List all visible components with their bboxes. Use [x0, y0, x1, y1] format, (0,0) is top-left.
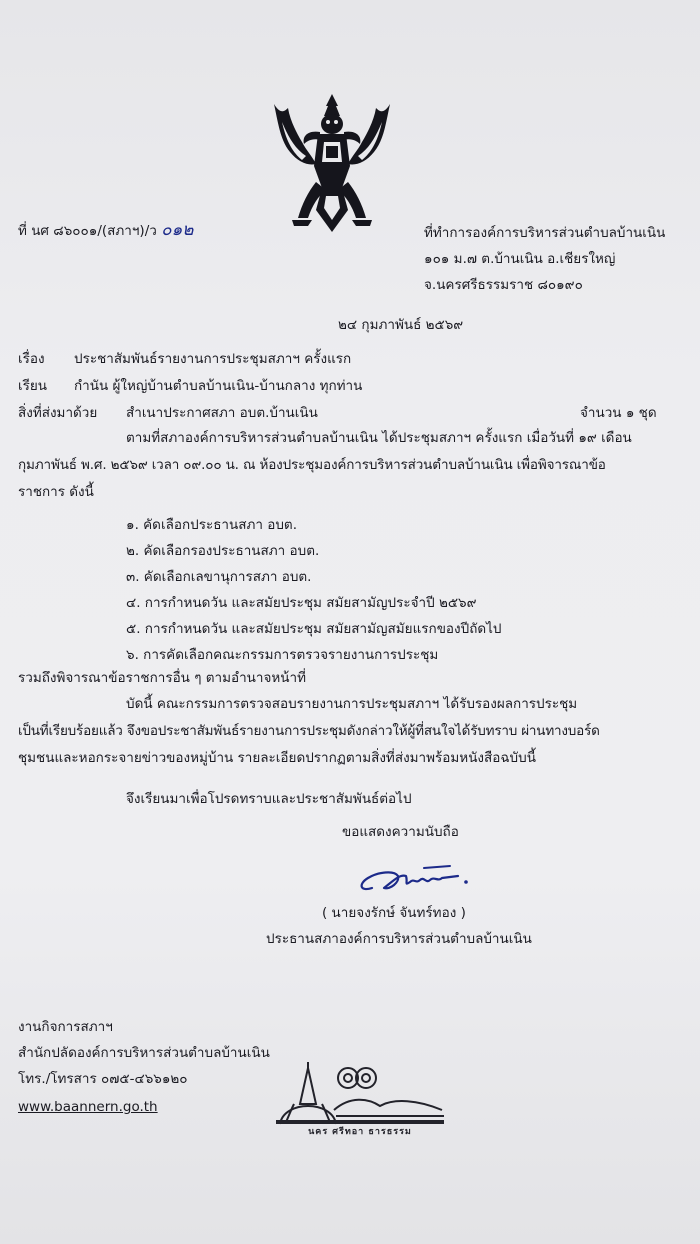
para2-line-3: ชุมชนและหอกระจายข่าวของหมู่บ้าน รายละเอียดปรากฏตามสิ่งที่ส่งมาพร้อมหนังสือฉบับนี้ [18, 750, 536, 766]
garuda-emblem-icon [268, 92, 396, 240]
footer-website-link[interactable]: www.baannern.go.th [18, 1099, 158, 1115]
sender-address-line-3: จ.นครศรีธรรมราช ๘๐๑๙๐ [424, 277, 583, 293]
agenda-item: ๒. คัดเลือกรองประธานสภา อบต. [126, 543, 320, 559]
to-label: เรียน [18, 378, 48, 394]
enclosure-text: สำเนาประกาศสภา อบต.บ้านเนิน [126, 405, 318, 421]
agenda-item: ๑. คัดเลือกประธานสภา อบต. [126, 517, 297, 533]
para1-line-2: กุมภาพันธ์ พ.ศ. ๒๕๖๙ เวลา ๐๙.๐๐ น. ณ ห้องประชุมองค์การบริหารส่วนตำบลบ้านเนิน เพื่อพิจารณาข้อ [18, 457, 606, 473]
subject-text: ประชาสัมพันธ์รายงานการประชุมสภาฯ ครั้งแรก [74, 351, 352, 367]
seal-inscription: นคร ศรีทอา ธารธรรม [308, 1127, 412, 1137]
sender-address-line-2: ๑๐๑ ม.๗ ต.บ้านเนิน อ.เชียรใหญ่ [424, 251, 616, 267]
agenda-item: ๖. การคัดเลือกคณะกรรมการตรวจรายงานการประชุม [126, 647, 439, 663]
para2-line-1: บัดนี้ คณะกรรมการตรวจสอบรายงานการประชุมสภาฯ ได้รับรองผลการประชุม [126, 696, 578, 712]
para1-line-1: ตามที่สภาองค์การบริหารส่วนตำบลบ้านเนิน ได้ประชุมสภาฯ ครั้งแรก เมื่อวันที่ ๑๙ เดือน [126, 430, 632, 446]
footer-phone: โทร./โทรสาร ๐๗๕-๔๖๖๑๒๐ [18, 1071, 188, 1087]
reference-prefix: ที่ นศ ๘๖๐๐๑/(สภาฯ)/ว [18, 223, 157, 239]
agenda-item: ๓. คัดเลือกเลขานุการสภา อบต. [126, 569, 312, 585]
signer-name: ( นายจงรักษ์ จันทร์ทอง ) [322, 905, 466, 921]
tambon-seal-icon [270, 1060, 450, 1138]
sender-address-line-1: ที่ทำการองค์การบริหารส่วนตำบลบ้านเนิน [424, 225, 666, 241]
letter-date: ๒๔ กุมภาพันธ์ ๒๕๖๙ [338, 317, 464, 333]
agenda-tail: รวมถึงพิจารณาข้อราชการอื่น ๆ ตามอำนาจหน้าที่ [18, 670, 307, 686]
reference-handwritten-number: ๐๑๒ [161, 220, 194, 240]
signature-mark [354, 858, 474, 900]
signer-title: ประธานสภาองค์การบริหารส่วนตำบลบ้านเนิน [266, 931, 532, 947]
enclosure-label: สิ่งที่ส่งมาด้วย [18, 405, 98, 421]
agenda-item: ๕. การกำหนดวัน และสมัยประชุม สมัยสามัญสมัยแรกของปีถัดไป [126, 621, 502, 637]
agenda-item: ๔. การกำหนดวัน และสมัยประชุม สมัยสามัญประจำปี ๒๕๖๙ [126, 595, 477, 611]
footer-unit: งานกิจการสภาฯ [18, 1019, 113, 1035]
reference-number [18, 221, 194, 240]
salutation: ขอแสดงความนับถือ [342, 824, 459, 840]
to-text: กำนัน ผู้ใหญ่บ้านตำบลบ้านเนิน-บ้านกลาง ทุกท่าน [74, 378, 363, 394]
para1-line-3: ราชการ ดังนี้ [18, 484, 94, 500]
enclosure-quantity: จำนวน ๑ ชุด [580, 405, 657, 421]
subject-label: เรื่อง [18, 351, 45, 367]
closing-request: จึงเรียนมาเพื่อโปรดทราบและประชาสัมพันธ์ต่อไป [126, 791, 412, 807]
para2-line-2: เป็นที่เรียบร้อยแล้ว จึงขอประชาสัมพันธ์รายงานการประชุมดังกล่าวให้ผู้ที่สนใจได้รับทราบ ผ่านทางบอร์ด [18, 723, 600, 739]
footer-office: สำนักปลัดองค์การบริหารส่วนตำบลบ้านเนิน [18, 1045, 270, 1061]
